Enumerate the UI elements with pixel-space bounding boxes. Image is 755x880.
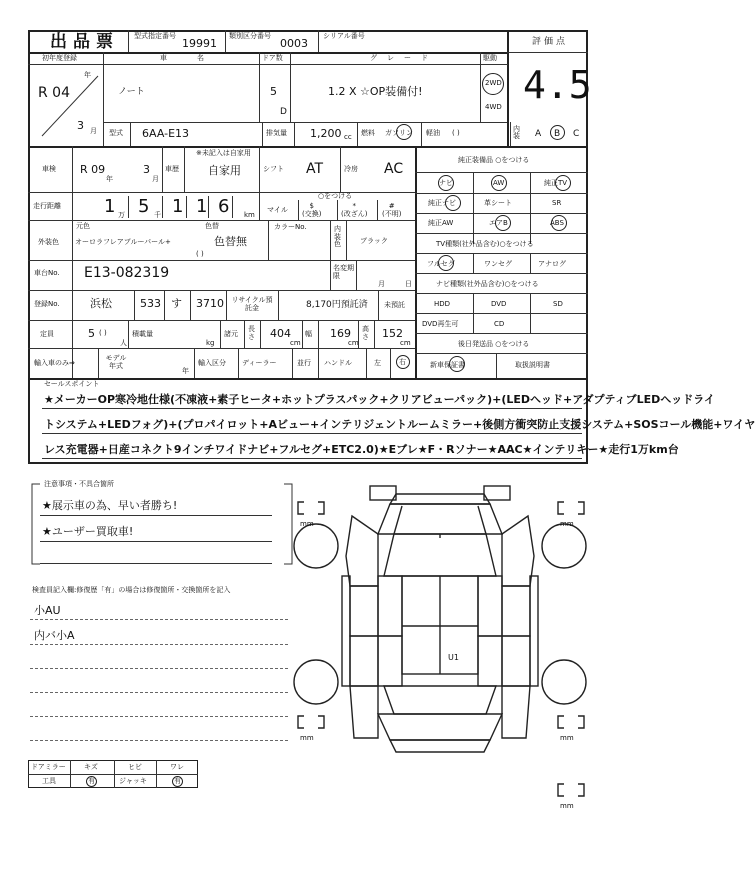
capacity-value: 5	[88, 327, 95, 340]
mileage-label: 走行距離	[33, 202, 61, 210]
tv-oneseg: ワンセグ	[484, 260, 512, 268]
cc-unit: cc	[344, 133, 352, 141]
height-label: 高さ	[362, 325, 369, 342]
capacity-label: 定員	[40, 330, 54, 338]
equip-abs: ABS	[550, 219, 564, 227]
equip-navi: ナビ	[439, 179, 453, 187]
chassis-label: 車台No.	[34, 269, 60, 277]
later-manual: 取扱説明書	[515, 361, 550, 369]
doors-label: ドア数	[262, 54, 283, 62]
capacity-paren: ( )	[99, 329, 107, 337]
sales-line-1: ★メーカーOP寒冷地仕様(不凍液+素子ヒータ+ホットプラスパック+クリアビューパック)+(LEDヘッド+アダプティブLEDヘッドライ	[44, 393, 715, 406]
recycle-value: 8,170円預託済	[306, 300, 368, 310]
length-value: 404	[270, 327, 291, 340]
drive-2wd: 2WD	[485, 79, 502, 87]
tv-title: TV種類(社外品含む)○をつける	[436, 240, 534, 248]
inspector-line-1: 小AU	[34, 604, 61, 617]
door-type: D	[280, 107, 287, 117]
color-no-label: 色替	[205, 222, 219, 230]
insp-year: 年	[106, 175, 113, 183]
navi-dvd-play: DVD再生可	[422, 320, 459, 328]
nc-day: 日	[405, 280, 412, 288]
person-unit: 人	[120, 339, 127, 347]
ac-value: AC	[384, 161, 404, 177]
plate-kana: す	[171, 297, 182, 310]
height-cm: cm	[400, 339, 411, 347]
displacement-value: 1,200	[310, 127, 342, 140]
tamper-label: * (改ざん)	[341, 202, 368, 219]
ac-label: 冷房	[344, 165, 358, 173]
shift-value: AT	[306, 161, 324, 177]
exchange-label: $ (交換)	[302, 202, 322, 219]
equip-title: 純正装備品 ○をつける	[458, 156, 530, 164]
parallel-option: 並行	[297, 359, 311, 367]
equip-tv-circle	[555, 175, 571, 191]
plate-class: 533	[140, 297, 161, 310]
legend-mirror: ドアミラー	[31, 763, 66, 771]
kg-unit: kg	[206, 339, 215, 347]
equip-aw2: 純正AW	[428, 219, 454, 227]
model-label: 型式	[109, 129, 123, 137]
legend-scratch: キズ	[84, 763, 98, 771]
later-warranty-circle	[449, 356, 465, 372]
legend-break: ワレ	[170, 763, 184, 771]
car-name-label: 車名	[160, 54, 234, 62]
navi-sd: SD	[553, 300, 563, 308]
doors-value: 5	[270, 85, 277, 98]
repaint-paren: ( )	[196, 250, 204, 258]
grade-value: 1.2 X ☆OP装備付!	[328, 85, 423, 98]
serial-label: シリアル番号	[323, 32, 365, 40]
car-damage-diagram	[290, 476, 590, 816]
fuel-value: ガソリン	[385, 129, 413, 137]
circle-note: ○をつける	[318, 192, 353, 200]
equip-airbag-circle	[495, 215, 511, 231]
man-unit: 万	[118, 211, 125, 219]
mileage-digit-4: 1	[196, 196, 208, 217]
nc-month: 月	[378, 280, 385, 288]
score-label: 評価点	[532, 37, 569, 47]
name-change-label: 名変期限	[333, 264, 354, 281]
oil-paren: ( )	[452, 129, 460, 137]
mileage-digit-3: 1	[172, 196, 184, 217]
svg-text:mm: mm	[300, 734, 314, 742]
km-unit: km	[244, 211, 255, 219]
notes-bracket	[26, 478, 298, 570]
drive-4wd: 4WD	[485, 103, 502, 111]
model-value: 6AA-E13	[142, 127, 190, 140]
later-title: 後日発送品 ○をつける	[458, 340, 530, 348]
sales-label: セールスポイント	[44, 380, 100, 388]
inspection-month: 3	[143, 163, 150, 176]
equip-leather: 革シート	[484, 199, 512, 207]
fuel-label: 燃料	[361, 129, 375, 137]
first-reg-label: 初年度登録	[42, 54, 77, 62]
shift-label: シフト	[263, 165, 284, 173]
first-reg-era: R 04	[38, 85, 70, 101]
score-value: 4.5	[523, 63, 592, 107]
oil-label: 軽油	[426, 129, 440, 137]
orig-color-label: 元色	[76, 222, 90, 230]
recycle-status: 未預託	[384, 301, 405, 309]
svg-text:mm: mm	[560, 734, 574, 742]
legend-jack: ジャッキ	[119, 777, 147, 785]
notes-line-2: ★ユーザー買取車!	[42, 525, 134, 538]
legend-jack-yes: 有	[174, 777, 181, 785]
category-label: 類別区分番号	[229, 32, 271, 40]
insp-month-mark: 月	[152, 175, 159, 183]
equip-navi2-circle	[445, 195, 461, 211]
unknown-label: # (不明)	[382, 202, 402, 219]
u1-mark: U1	[448, 653, 459, 662]
chassis-value: E13-082319	[84, 265, 170, 281]
color-value: オーロラフレアブルーパール+	[75, 238, 171, 246]
month-mark: 月	[90, 127, 97, 135]
sales-line-3: レス充電器+日産コネクト9インチワイドナビ+フルセグ+ETC2.0)★Eブレ★F・Rソナー★AAC★インテリキー★走行1万km台	[44, 443, 679, 456]
mile-label: マイル	[267, 206, 288, 214]
navi-hdd: HDD	[434, 300, 451, 308]
legend-tools-yes: 有	[88, 777, 95, 785]
handle-label: ハンドル	[324, 359, 352, 367]
svg-text:mm: mm	[560, 802, 574, 810]
car-name-value: ノート	[118, 87, 145, 97]
interior-c: C	[573, 129, 580, 139]
displacement-label: 排気量	[266, 129, 287, 137]
usage-label: 車歴	[165, 165, 179, 173]
equip-abs-circle	[551, 215, 567, 231]
model-designation-value: 19991	[182, 37, 217, 50]
drive-label: 駆動	[483, 54, 497, 62]
interior-b: B	[554, 129, 561, 139]
legend-tools: 工具	[42, 777, 56, 785]
mileage-digit-1: 1	[104, 196, 116, 217]
load-label: 積載量	[132, 330, 153, 338]
interior-label: 内装	[513, 125, 520, 140]
import-class-label: 輸入区分	[198, 359, 226, 367]
interior-color-value: ブラック	[360, 237, 388, 245]
year-mark: 年	[84, 71, 91, 79]
color-label: 外装色	[38, 238, 59, 246]
sales-line-2: トシステム+LEDフォグ)+(プロパイロット+Aビュー+インテリジェントルームミラー+後側方衝突防止支援システム+SOSコール機能+ワイヤ	[44, 418, 755, 431]
navi-cd: CD	[494, 320, 505, 328]
tv-analog: アナログ	[538, 260, 566, 268]
recycle-label: リサイクル預託金	[231, 296, 273, 313]
notes-label: 注意事項・不具合箇所	[44, 480, 114, 488]
handle-right: 右	[399, 358, 406, 366]
equip-sr: SR	[552, 199, 562, 207]
model-designation-label: 型式指定番号	[134, 32, 176, 40]
category-value: 0003	[280, 37, 308, 50]
svg-text:mm: mm	[560, 520, 574, 528]
width-cm: cm	[348, 339, 359, 347]
equip-aw-circle	[491, 175, 507, 191]
repaint-value: 色替無	[214, 235, 247, 248]
svg-text:mm: mm	[300, 520, 314, 528]
equip-navi2: 純正ナビ	[428, 199, 456, 207]
height-value: 152	[382, 327, 403, 340]
dealer-option: ディーラー	[242, 359, 277, 367]
equip-tv: 純正TV	[544, 179, 568, 187]
interior-color-label: 内装色	[334, 225, 341, 249]
equip-navi-circle	[438, 175, 454, 191]
usage-note: ※未記入は自家用	[196, 149, 251, 157]
equip-airbag: エアB	[489, 219, 508, 227]
navi-dvd: DVD	[491, 300, 507, 308]
grade-label: グレード	[370, 54, 438, 62]
tv-fullseg-circle	[438, 255, 454, 271]
dims-label: 諸元	[224, 330, 238, 338]
inspection-label: 車検	[42, 165, 56, 173]
length-label: 長さ	[248, 325, 255, 342]
handle-left: 左	[374, 359, 381, 367]
first-reg-month: 3	[77, 119, 84, 132]
inspector-line-2: 内バ小A	[34, 629, 75, 642]
import-label: 輸入車のみ⇒	[34, 359, 75, 367]
fuel-circle	[396, 124, 412, 140]
usage-value: 自家用	[208, 164, 241, 177]
later-warranty: 新車保証書	[430, 361, 465, 369]
width-label: 幅	[305, 330, 312, 338]
sheet-title: 出品票	[50, 32, 119, 52]
tv-fullseg: フルセグ	[427, 260, 455, 268]
mileage-digit-5: 6	[218, 196, 230, 217]
equip-aw: AW	[493, 179, 505, 187]
plate-label: 登録No.	[34, 300, 60, 308]
interior-a: A	[535, 129, 542, 139]
color-code-label: カラーNo.	[274, 223, 307, 231]
sen-unit: 千	[154, 211, 161, 219]
length-cm: cm	[290, 339, 301, 347]
legend-crack: ヒビ	[128, 763, 142, 771]
width-value: 169	[330, 327, 351, 340]
mileage-digit-2: 5	[138, 196, 150, 217]
inspector-label: 検査員記入欄:修復歴「有」の場合は修復箇所・交換箇所を記入	[32, 586, 231, 594]
navi-title: ナビ種類(社外品含む)○をつける	[436, 280, 539, 288]
inspection-value: R 09	[80, 163, 106, 176]
notes-line-1: ★展示車の為、早い者勝ち!	[42, 499, 178, 512]
model-year-label: モデル年式	[105, 354, 127, 371]
model-year-unit: 年	[182, 367, 189, 375]
plate-number: 3710	[196, 297, 224, 310]
plate-area: 浜松	[90, 297, 112, 310]
